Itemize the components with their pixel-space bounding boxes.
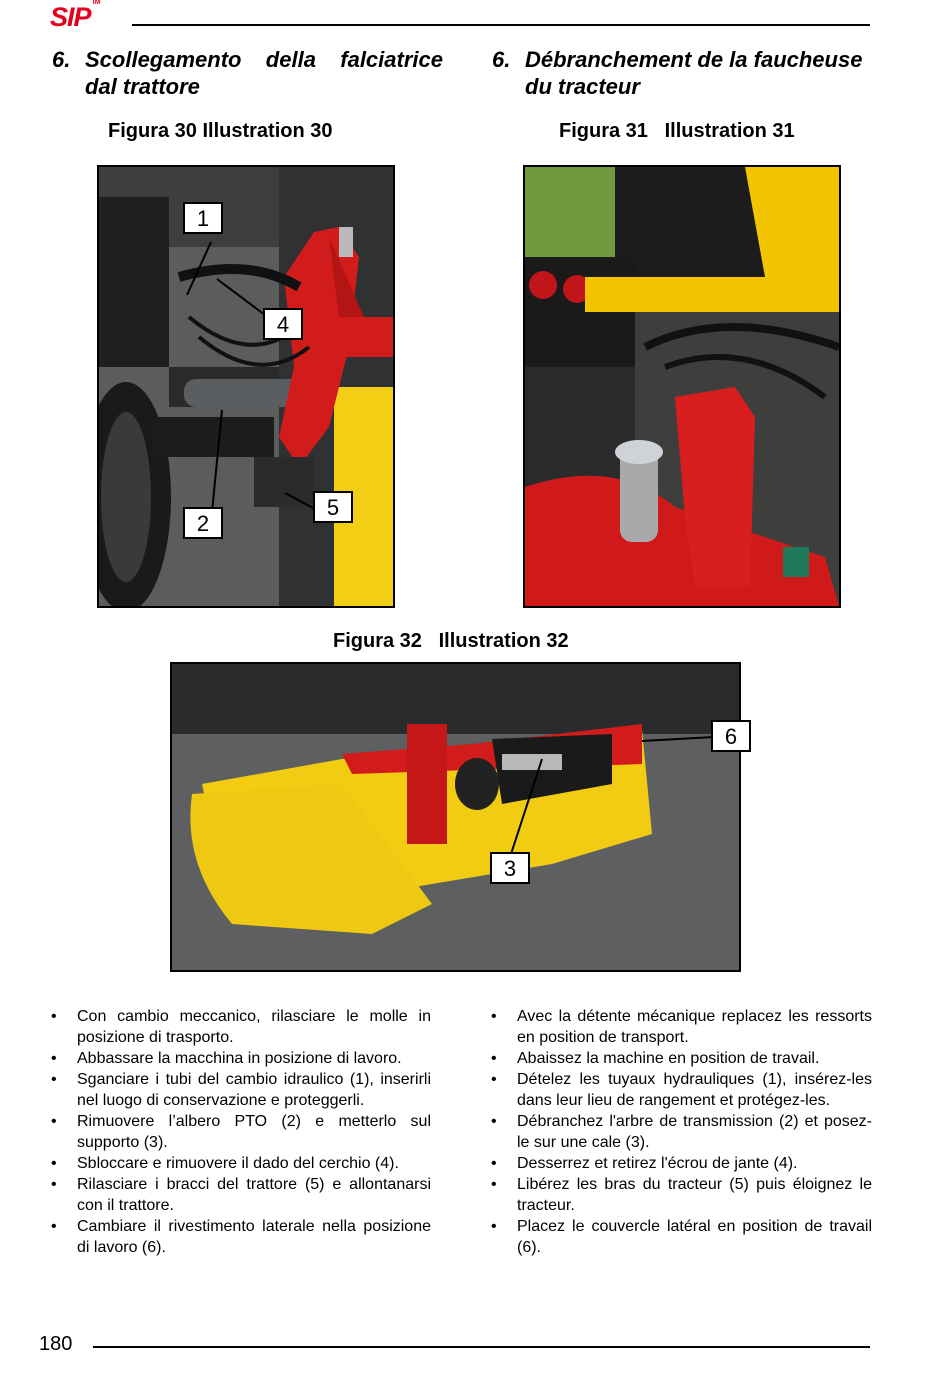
list-item: • Rilasciare i bracci del trattore (5) e allontanarsi con il trattore. [50,1174,431,1216]
instructions-it [50,1006,431,1258]
sip-logo: SIP™ [50,0,100,32]
list-item: • Desserrez et retirez l'écrou de jante (4). [490,1153,872,1174]
list-item: • Con cambio meccanico, rilasciare le molle in posizione di trasporto. [50,1006,431,1048]
page-number: 180 [39,1333,73,1355]
callout-5: 5 [313,491,353,523]
footer-rule [93,1346,870,1348]
figure-32-caption: Figura 32 Illustration 32 [333,630,569,652]
figure-31-caption: Figura 31 Illustration 31 [559,120,795,142]
callout-1: 1 [183,202,223,234]
figure-30-photo [97,165,395,608]
figure-32-photo [170,662,741,972]
list-item: • Libérez les bras du tracteur (5) puis éloignez le tracteur. [490,1174,872,1216]
figure-31-photo [523,165,841,608]
callout-4: 4 [263,308,303,340]
callout-6: 6 [711,720,751,752]
callout-3: 3 [490,852,530,884]
list-item: • Dételez les tuyaux hydrauliques (1), insérez-les dans leur lieu de rangement et protégez-les. [490,1069,872,1111]
list-item: • Sganciare i tubi del cambio idraulico (1), inserirli nel luogo di conservazione e proteggerli. [50,1069,431,1111]
list-item: • Cambiare il rivestimento laterale nella posizione di lavoro (6). [50,1216,431,1258]
list-item: • Abaissez la machine en position de travail. [490,1048,872,1069]
list-item: • Débranchez l'arbre de transmission (2) et posez-le sur une cale (3). [490,1111,872,1153]
section-heading-it: 6. Scollegamento della falciatrice dal trattore [52,47,443,99]
instructions-fr [490,1006,872,1258]
header-rule [132,24,870,26]
list-item: • Abbassare la macchina in posizione di lavoro. [50,1048,431,1069]
figure-30-caption: Figura 30 Illustration 30 [108,120,333,142]
list-item: • Placez le couvercle latéral en position de travail (6). [490,1216,872,1258]
section-heading-fr: 6. Débranchement de la faucheuse du tracteur [492,47,863,99]
list-item: • Rimuovere l’albero PTO (2) e metterlo sul supporto (3). [50,1111,431,1153]
list-item: • Sbloccare e rimuovere il dado del cerchio (4). [50,1153,431,1174]
list-item: • Avec la détente mécanique replacez les ressorts en position de transport. [490,1006,872,1048]
callout-2: 2 [183,507,223,539]
